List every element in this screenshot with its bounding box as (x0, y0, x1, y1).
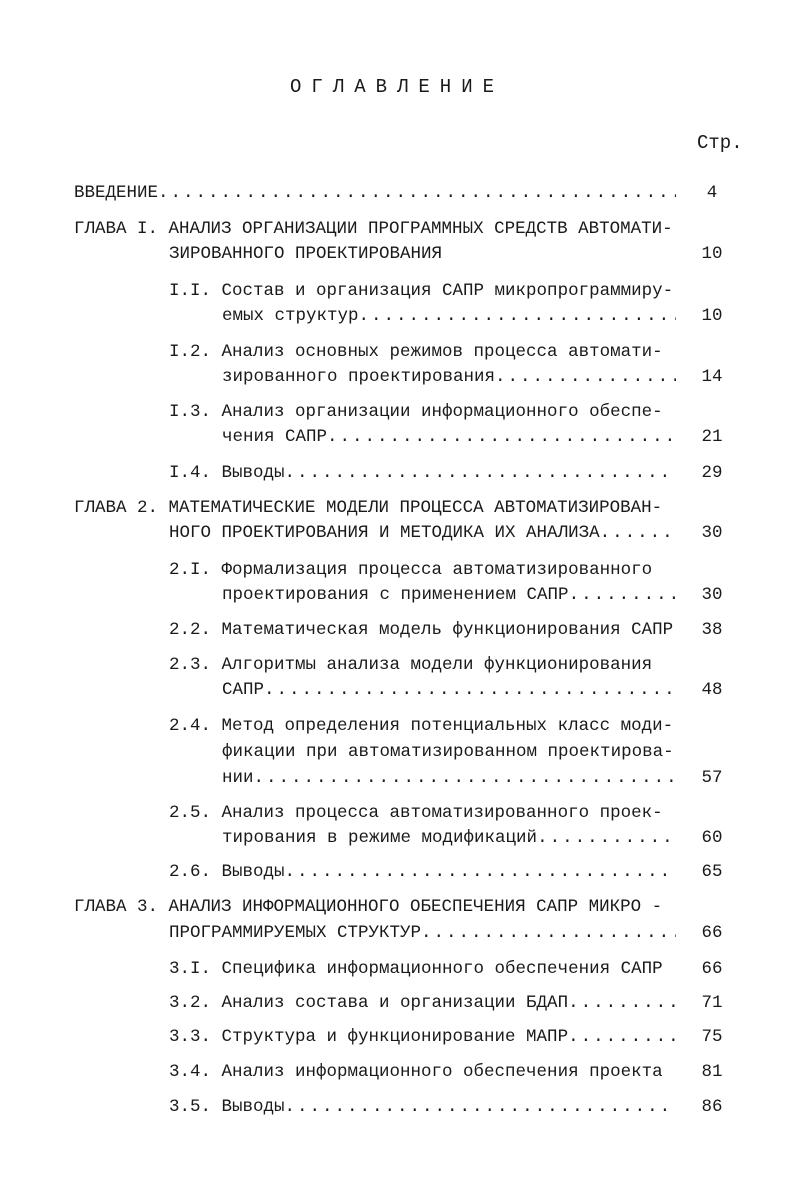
chapter-3-heading-cont (169, 922, 676, 944)
leader-dots (600, 522, 676, 544)
page-number: 66 (701, 959, 723, 979)
leader-dots (285, 462, 676, 484)
leader-dots (264, 679, 676, 701)
page-number: 65 (701, 862, 723, 882)
chapter-3-heading: ГЛАВА 3. АНАЛИЗ ИНФОРМАЦИОННОГО ОБЕСПЕЧЕНИЯ САПР МИКРО - (74, 897, 663, 917)
leader-dots (285, 1096, 666, 1118)
leader-dots (569, 584, 676, 606)
toc-entry-intro (74, 182, 676, 204)
page-number: 10 (701, 244, 723, 264)
section-2-5: 2.5. Анализ процесса автоматизированного проек- (169, 803, 663, 823)
leader-dots (254, 767, 676, 789)
section-1-1: I.I. Состав и организация САПР микропрограммиру- (169, 281, 674, 301)
entry-label: 3.2. Анализ состава и организации БДАП (169, 993, 569, 1013)
page-number: 29 (701, 463, 723, 483)
page-number: 81 (701, 1062, 723, 1082)
page-column-header: Стр. (697, 132, 743, 154)
page-number: 57 (701, 768, 723, 788)
section-3-4: 3.4. Анализ информационного обеспечения проекта (169, 1062, 663, 1082)
leader-dots (495, 366, 676, 388)
section-3-1: 3.I. Специфика информационного обеспечения САПР (169, 959, 663, 979)
entry-label: ВВЕДЕНИЕ (74, 183, 159, 203)
leader-dots (421, 922, 676, 944)
section-1-3-cont (222, 426, 676, 448)
section-3-3 (169, 1026, 676, 1048)
section-2-5-cont (222, 827, 676, 849)
section-2-4: 2.4. Метод определения потенциальных класс моди- (169, 716, 674, 736)
section-2-1-cont (222, 584, 676, 606)
entry-label: 2.6. Выводы (169, 862, 285, 882)
chapter-2-heading: ГЛАВА 2. МАТЕМАТИЧЕСКИЕ МОДЕЛИ ПРОЦЕССА АВТОМАТИЗИРОВАН- (74, 498, 663, 518)
page-number: 48 (701, 680, 723, 700)
page-number: 75 (701, 1027, 723, 1047)
page-number: 86 (701, 1097, 723, 1117)
entry-label: нии (222, 768, 254, 788)
leader-dots (568, 1026, 676, 1048)
entry-label: зированного проектирования (222, 367, 496, 387)
page-number: 14 (701, 367, 723, 387)
chapter-2-heading-cont (169, 522, 676, 544)
section-1-2: I.2. Анализ основных режимов процесса автомати- (169, 342, 663, 362)
section-2-4-cont-2 (222, 767, 676, 789)
entry-label: 3.5. Выводы (169, 1097, 285, 1117)
section-1-3: I.3. Анализ организации информационного обеспе- (169, 402, 663, 422)
section-2-3: 2.3. Алгоритмы анализа модели функционирования (169, 655, 653, 675)
chapter-1-heading-cont: ЗИРОВАННОГО ПРОЕКТИРОВАНИЯ (169, 244, 443, 264)
entry-label: проектирования с применением САПР (222, 585, 569, 605)
section-1-1-cont (222, 305, 676, 327)
chapter-1-heading: ГЛАВА I. АНАЛИЗ ОРГАНИЗАЦИИ ПРОГРАММНЫХ СРЕДСТВ АВТОМАТИ- (74, 219, 673, 239)
section-2-1: 2.I. Формализация процесса автоматизированного (169, 560, 653, 580)
page-number: 66 (701, 923, 723, 943)
leader-dots (359, 305, 676, 327)
section-2-3-cont (222, 679, 676, 701)
section-3-2 (169, 992, 676, 1014)
section-2-6 (169, 861, 676, 883)
entry-label: I.4. Выводы (169, 463, 285, 483)
leader-dots (327, 426, 676, 448)
page-number: 38 (701, 620, 723, 640)
section-2-4-cont: фикации при автоматизированном проектирова- (222, 742, 674, 762)
toc-title: ОГЛАВЛЕНИЕ (289, 76, 505, 98)
section-2-2: 2.2. Математическая модель функционирования САПР (169, 620, 674, 640)
entry-label: тирования в режиме модификаций (222, 828, 538, 848)
leader-dots (537, 827, 676, 849)
entry-label: ПРОГРАММИРУЕМЫХ СТРУКТУР (169, 923, 422, 943)
leader-dots (285, 861, 676, 883)
page-number: 4 (706, 183, 718, 203)
leader-dots (158, 182, 676, 204)
entry-label: емых структур (222, 306, 359, 326)
page-number: 30 (701, 523, 723, 543)
section-1-2-cont (222, 366, 676, 388)
entry-label: чения САПР (222, 427, 328, 447)
entry-label: САПР (222, 680, 265, 700)
page-number: 10 (701, 306, 723, 326)
page-number: 71 (701, 993, 723, 1013)
entry-label: НОГО ПРОЕКТИРОВАНИЯ И МЕТОДИКА ИХ АНАЛИЗА (169, 523, 600, 543)
page-number: 21 (701, 427, 723, 447)
section-1-4 (169, 462, 676, 484)
leader-dots (568, 992, 676, 1014)
page-number: 60 (701, 828, 723, 848)
page-number: 30 (701, 585, 723, 605)
entry-label: 3.3. Структура и функционирование МАПР (169, 1027, 569, 1047)
section-3-5 (169, 1096, 666, 1118)
